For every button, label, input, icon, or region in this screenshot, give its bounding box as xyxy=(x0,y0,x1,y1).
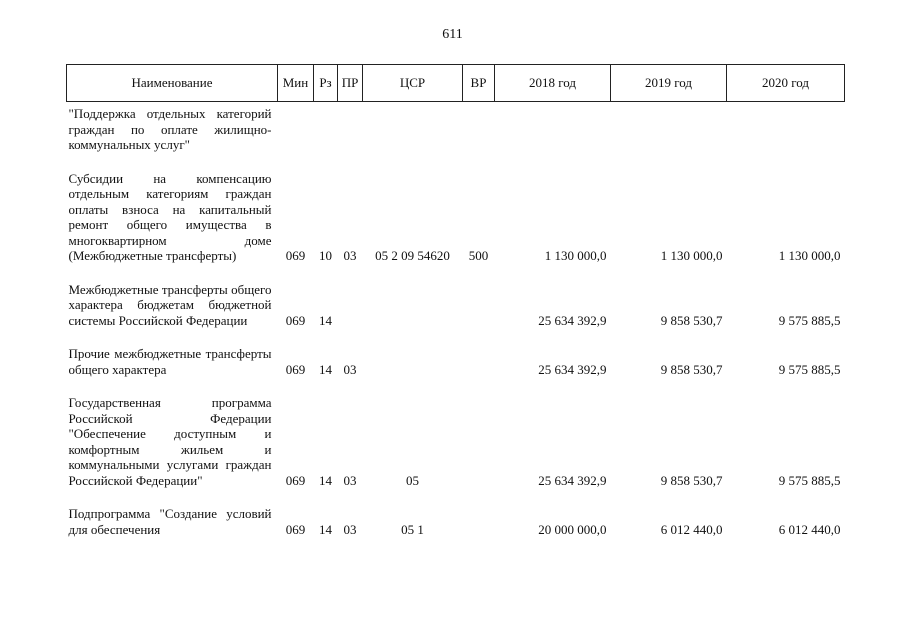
header-csr: ЦСР xyxy=(363,65,463,102)
row-rz: 14 xyxy=(319,361,332,377)
header-2020: 2020 год xyxy=(727,65,845,102)
row-name: "Поддержка отдельных категорий граждан по оплате жилищно-коммунальных услуг" xyxy=(68,106,272,152)
row-name: Государственная программа Российской Федерации "Обеспечение доступным и комфортным жильем и коммунальными услугами граждан Российской Федерации" xyxy=(68,395,272,488)
row-2019: 6 012 440,0 xyxy=(660,521,723,537)
row-rz: 10 xyxy=(319,248,332,263)
row-csr: 05 1 xyxy=(401,521,424,537)
row-2020: 6 012 440,0 xyxy=(778,521,841,537)
row-2018: 25 634 392,9 xyxy=(538,472,607,488)
row-2019: 1 130 000,0 xyxy=(660,248,723,263)
row-min: 069 xyxy=(285,312,306,328)
row-rz: 14 xyxy=(319,521,332,537)
header-rz: Рз xyxy=(314,65,338,102)
row-name: Межбюджетные трансферты общего характера бюджетам бюджетной системы Российской Федерации xyxy=(68,281,272,328)
row-name: Прочие межбюджетные трансферты общего характера xyxy=(68,346,272,377)
row-vr: 500 xyxy=(468,248,489,263)
row-vr xyxy=(463,264,495,329)
row-min: 069 xyxy=(285,521,306,537)
row-2019: 9 858 530,7 xyxy=(660,472,723,488)
row-csr xyxy=(363,102,463,153)
row-2020: 1 130 000,0 xyxy=(778,248,841,263)
row-csr: 05 xyxy=(406,472,419,488)
table-row xyxy=(67,488,845,537)
header-name: Наименование xyxy=(67,65,278,102)
row-pr xyxy=(338,102,363,153)
row-2018: 25 634 392,9 xyxy=(538,361,607,377)
header-2018: 2018 год xyxy=(495,65,611,102)
row-min: 069 xyxy=(285,361,306,377)
row-2020: 9 575 885,5 xyxy=(778,361,841,377)
row-2020: 9 575 885,5 xyxy=(778,312,841,328)
row-name: Подпрограмма "Создание условий для обеспечения xyxy=(68,506,272,537)
row-rz xyxy=(314,102,338,153)
row-pr: 03 xyxy=(343,361,357,377)
row-vr xyxy=(463,328,495,377)
row-pr xyxy=(338,264,363,329)
row-2019: 9 858 530,7 xyxy=(660,312,723,328)
row-pr: 03 xyxy=(343,248,357,263)
row-min: 069 xyxy=(285,472,306,488)
header-pr: ПР xyxy=(338,65,363,102)
row-vr xyxy=(463,488,495,537)
header-min: Мин xyxy=(278,65,314,102)
page-number: 611 xyxy=(442,27,463,42)
row-pr: 03 xyxy=(343,472,357,488)
budget-table xyxy=(66,64,845,537)
row-2019: 9 858 530,7 xyxy=(660,361,723,377)
header-vr: ВР xyxy=(463,65,495,102)
row-csr: 05 2 09 54620 xyxy=(375,248,450,263)
row-2018: 20 000 000,0 xyxy=(538,521,607,537)
table-row xyxy=(67,102,845,153)
row-2018 xyxy=(495,102,611,153)
table-row xyxy=(67,264,845,329)
row-rz: 14 xyxy=(319,312,332,328)
header-2019: 2019 год xyxy=(611,65,727,102)
row-2020 xyxy=(727,102,845,153)
row-name: Субсидии на компенсацию отдельным категориям граждан оплаты взноса на капитальный ремонт общего имущества в многоквартирном доме (Межбюджетные трансферты) xyxy=(68,170,272,263)
row-rz: 14 xyxy=(319,472,332,488)
row-csr xyxy=(363,328,463,377)
table-row xyxy=(67,153,845,264)
row-min: 069 xyxy=(285,248,306,263)
table-header xyxy=(67,65,845,102)
table-row xyxy=(67,377,845,488)
row-2020: 9 575 885,5 xyxy=(778,472,841,488)
table-row xyxy=(67,328,845,377)
row-pr: 03 xyxy=(343,521,357,537)
table-body xyxy=(67,102,845,538)
row-2018: 25 634 392,9 xyxy=(538,312,607,328)
row-2018: 1 130 000,0 xyxy=(544,248,607,263)
row-vr xyxy=(463,102,495,153)
row-vr xyxy=(463,377,495,488)
row-min xyxy=(278,102,314,153)
row-csr xyxy=(363,264,463,329)
row-2019 xyxy=(611,102,727,153)
